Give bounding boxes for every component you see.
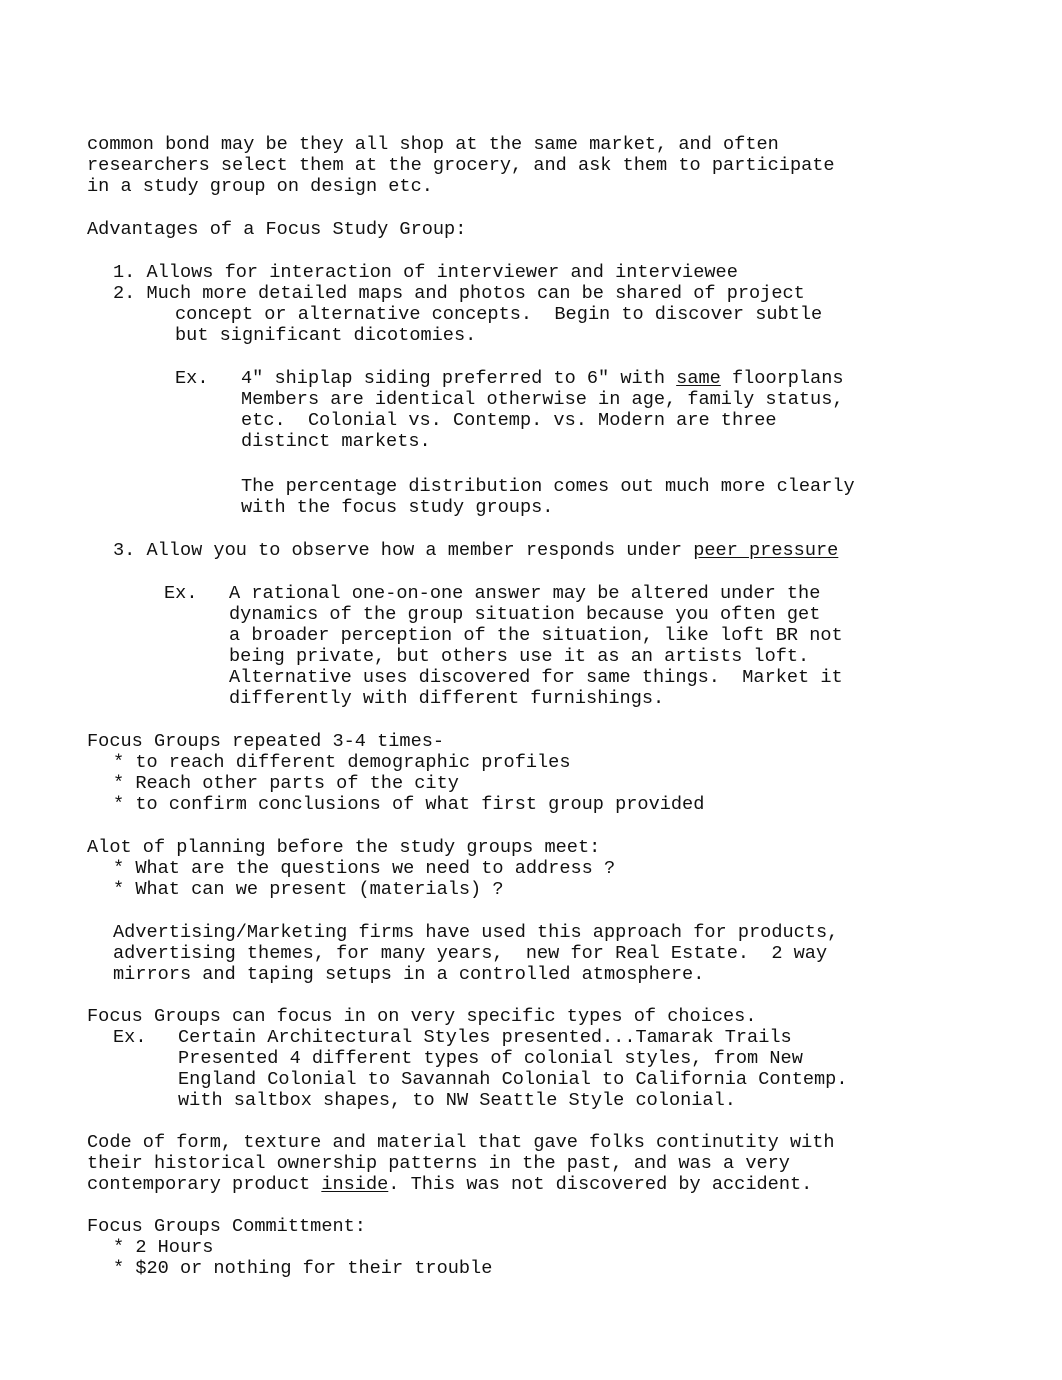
example-1-line: distinct markets.: [241, 431, 431, 452]
commitment-bullet: * 2 Hours: [113, 1237, 214, 1258]
code-line: [87, 1174, 812, 1195]
example-2-line: differently with different furnishings.: [229, 688, 665, 709]
intro-line: researchers select them at the grocery, and ask them to participate: [87, 155, 835, 176]
styles-line: Certain Architectural Styles presented...Tamarak Trails: [178, 1027, 792, 1048]
example-label: Ex.: [113, 1027, 147, 1048]
intro-line: in a study group on design etc.: [87, 176, 433, 197]
planning-bullet: * What are the questions we need to address ?: [113, 858, 616, 879]
underlined-same: same: [676, 368, 721, 389]
example-2-line: a broader perception of the situation, like loft BR not: [229, 625, 843, 646]
percentage-line: The percentage distribution comes out much more clearly: [241, 476, 855, 497]
commitment-heading: Focus Groups Committment:: [87, 1216, 366, 1237]
advantages-heading: Advantages of a Focus Study Group:: [87, 219, 467, 240]
repeated-bullet: * to reach different demographic profiles: [113, 752, 571, 773]
intro-line: common bond may be they all shop at the same market, and often: [87, 134, 779, 155]
advertising-line: advertising themes, for many years, new for Real Estate. 2 way: [113, 943, 828, 964]
advertising-line: mirrors and taping setups in a controlled atmosphere.: [113, 964, 705, 985]
example-2-line: Alternative uses discovered for same things. Market it: [229, 667, 843, 688]
repeated-heading: Focus Groups repeated 3-4 times-: [87, 731, 445, 752]
repeated-bullet: * to confirm conclusions of what first group provided: [113, 794, 705, 815]
styles-heading: Focus Groups can focus in on very specific types of choices.: [87, 1006, 757, 1027]
underlined-inside: inside: [321, 1174, 389, 1195]
styles-line: England Colonial to Savannah Colonial to California Contemp.: [178, 1069, 848, 1090]
underlined-peer-pressure: peer pressure: [693, 540, 839, 561]
example-label: Ex.: [175, 368, 209, 389]
advertising-line: Advertising/Marketing firms have used this approach for products,: [113, 922, 839, 943]
commitment-bullet: * $20 or nothing for their trouble: [113, 1258, 493, 1279]
advantage-item-2-continued: but significant dicotomies.: [175, 325, 477, 346]
example-2-line: A rational one-on-one answer may be altered under the: [229, 583, 821, 604]
example-1-text: 4" shiplap siding preferred to 6" with: [241, 368, 677, 389]
example-2-line: being private, but others use it as an artists loft.: [229, 646, 810, 667]
example-label: Ex.: [164, 583, 198, 604]
code-text: contemporary product: [87, 1174, 322, 1195]
example-1-text: floorplans: [720, 368, 844, 389]
planning-heading: Alot of planning before the study groups meet:: [87, 837, 601, 858]
example-1-line: etc. Colonial vs. Contemp. vs. Modern are three: [241, 410, 777, 431]
repeated-bullet: * Reach other parts of the city: [113, 773, 459, 794]
styles-line: with saltbox shapes, to NW Seattle Style colonial.: [178, 1090, 736, 1111]
styles-line: Presented 4 different types of colonial styles, from New: [178, 1048, 803, 1069]
advantage-item-3-text: 3. Allow you to observe how a member responds under: [113, 540, 694, 561]
percentage-line: with the focus study groups.: [241, 497, 554, 518]
example-1-line: [241, 368, 844, 389]
advantage-item-2-continued: concept or alternative concepts. Begin to discover subtle: [175, 304, 823, 325]
advantage-item-1: 1. Allows for interaction of interviewer and interviewee: [113, 262, 738, 283]
code-line: their historical ownership patterns in the past, and was a very: [87, 1153, 790, 1174]
advantage-item-3: [113, 540, 838, 561]
example-1-line: Members are identical otherwise in age, family status,: [241, 389, 844, 410]
example-2-line: dynamics of the group situation because you often get: [229, 604, 821, 625]
advantage-item-2: 2. Much more detailed maps and photos can be shared of project: [113, 283, 805, 304]
code-text: . This was not discovered by accident.: [388, 1174, 813, 1195]
code-line: Code of form, texture and material that gave folks continutity with: [87, 1132, 835, 1153]
planning-bullet: * What can we present (materials) ?: [113, 879, 504, 900]
